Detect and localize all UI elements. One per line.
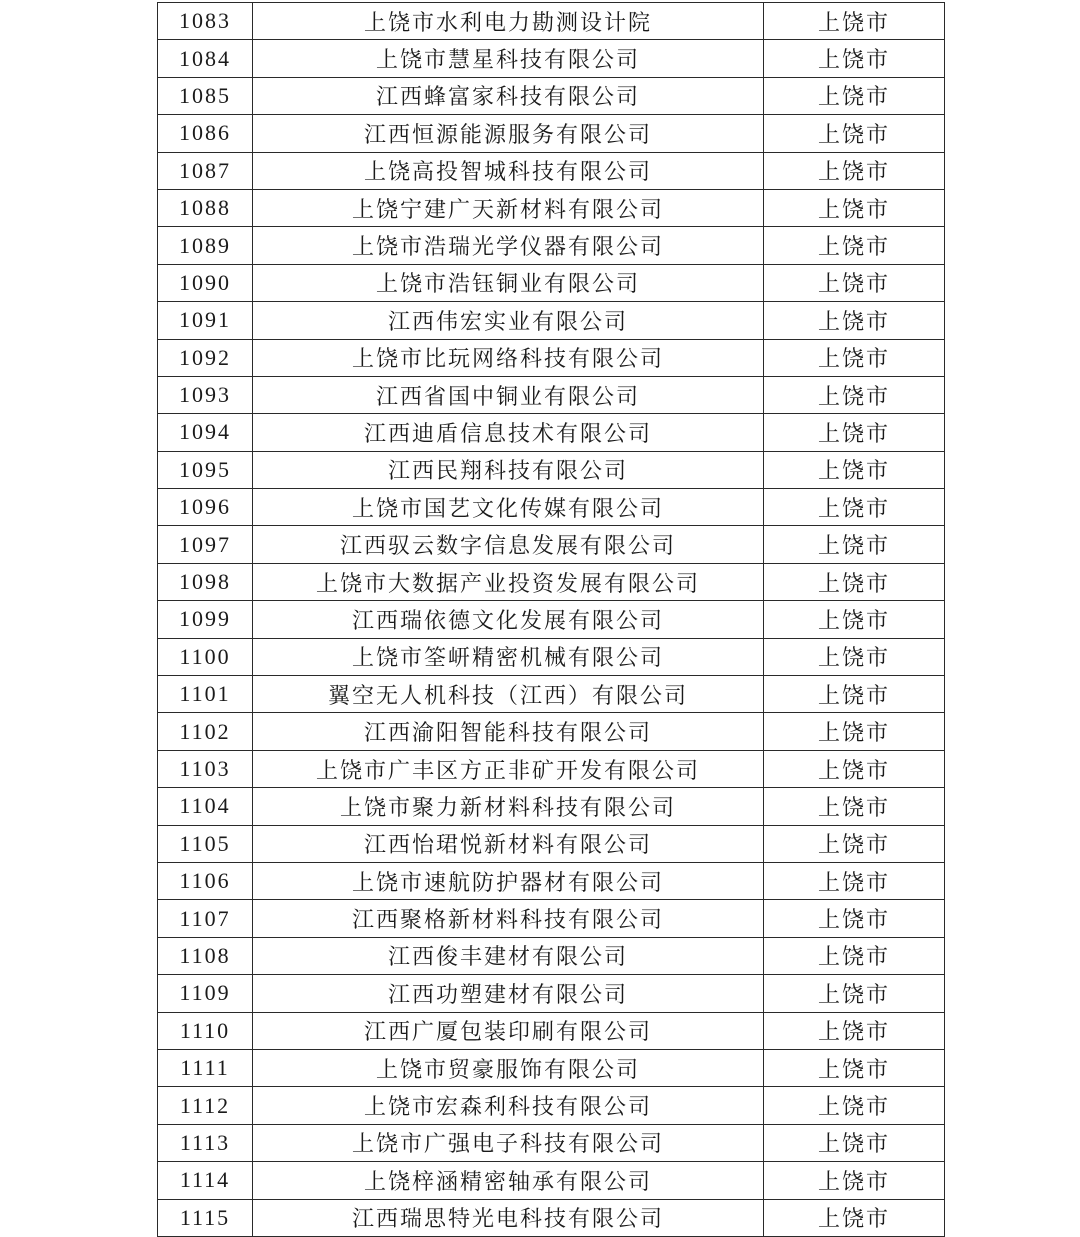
row-number-cell: 1094 xyxy=(158,414,253,451)
company-name-cell: 上饶市广强电子科技有限公司 xyxy=(253,1124,764,1161)
city-cell: 上饶市 xyxy=(764,862,945,899)
table-row xyxy=(158,713,945,750)
table-row xyxy=(158,526,945,563)
city-cell: 上饶市 xyxy=(764,189,945,226)
row-number-cell: 1091 xyxy=(158,302,253,339)
row-number-cell: 1113 xyxy=(158,1124,253,1161)
city-cell: 上饶市 xyxy=(764,40,945,77)
row-number-cell: 1115 xyxy=(158,1199,253,1236)
city-cell: 上饶市 xyxy=(764,489,945,526)
company-name-cell: 江西广厦包装印刷有限公司 xyxy=(253,1012,764,1049)
table-row xyxy=(158,638,945,675)
city-cell: 上饶市 xyxy=(764,1124,945,1161)
city-cell: 上饶市 xyxy=(764,115,945,152)
row-number-cell: 1092 xyxy=(158,339,253,376)
table-row xyxy=(158,1124,945,1161)
table-row xyxy=(158,825,945,862)
table-row xyxy=(158,676,945,713)
company-name-cell: 江西瑞依德文化发展有限公司 xyxy=(253,601,764,638)
company-name-cell: 江西蜂富家科技有限公司 xyxy=(253,77,764,114)
city-cell: 上饶市 xyxy=(764,1199,945,1236)
row-number-cell: 1101 xyxy=(158,676,253,713)
row-number-cell: 1083 xyxy=(158,3,253,40)
company-name-cell: 上饶市浩钰铜业有限公司 xyxy=(253,264,764,301)
table-row xyxy=(158,862,945,899)
company-name-cell: 上饶市大数据产业投资发展有限公司 xyxy=(253,563,764,600)
row-number-cell: 1105 xyxy=(158,825,253,862)
company-name-cell: 上饶高投智城科技有限公司 xyxy=(253,152,764,189)
row-number-cell: 1086 xyxy=(158,115,253,152)
city-cell: 上饶市 xyxy=(764,937,945,974)
table-row xyxy=(158,601,945,638)
row-number-cell: 1088 xyxy=(158,189,253,226)
city-cell: 上饶市 xyxy=(764,676,945,713)
table-row xyxy=(158,339,945,376)
table-row xyxy=(158,302,945,339)
row-number-cell: 1108 xyxy=(158,937,253,974)
company-name-cell: 上饶市速航防护器材有限公司 xyxy=(253,862,764,899)
row-number-cell: 1103 xyxy=(158,750,253,787)
city-cell: 上饶市 xyxy=(764,339,945,376)
row-number-cell: 1099 xyxy=(158,601,253,638)
table-row xyxy=(158,3,945,40)
row-number-cell: 1109 xyxy=(158,975,253,1012)
city-cell: 上饶市 xyxy=(764,77,945,114)
company-name-cell: 上饶市筌岍精密机械有限公司 xyxy=(253,638,764,675)
row-number-cell: 1096 xyxy=(158,489,253,526)
city-cell: 上饶市 xyxy=(764,1162,945,1199)
company-name-cell: 江西省国中铜业有限公司 xyxy=(253,376,764,413)
table-row xyxy=(158,189,945,226)
company-name-cell: 上饶市国艺文化传媒有限公司 xyxy=(253,489,764,526)
company-name-cell: 江西渝阳智能科技有限公司 xyxy=(253,713,764,750)
row-number-cell: 1087 xyxy=(158,152,253,189)
row-number-cell: 1084 xyxy=(158,40,253,77)
city-cell: 上饶市 xyxy=(764,825,945,862)
company-name-cell: 上饶市贸豪服饰有限公司 xyxy=(253,1049,764,1086)
company-name-cell: 上饶市水利电力勘测设计院 xyxy=(253,3,764,40)
table-row xyxy=(158,563,945,600)
row-number-cell: 1098 xyxy=(158,563,253,600)
city-cell: 上饶市 xyxy=(764,264,945,301)
row-number-cell: 1106 xyxy=(158,862,253,899)
row-number-cell: 1111 xyxy=(158,1049,253,1086)
city-cell: 上饶市 xyxy=(764,1049,945,1086)
company-name-cell: 江西聚格新材料科技有限公司 xyxy=(253,900,764,937)
row-number-cell: 1112 xyxy=(158,1087,253,1124)
city-cell: 上饶市 xyxy=(764,1087,945,1124)
table-row xyxy=(158,115,945,152)
row-number-cell: 1097 xyxy=(158,526,253,563)
company-name-cell: 江西伟宏实业有限公司 xyxy=(253,302,764,339)
table-row xyxy=(158,376,945,413)
table-row xyxy=(158,750,945,787)
company-name-cell: 上饶市比玩网络科技有限公司 xyxy=(253,339,764,376)
city-cell: 上饶市 xyxy=(764,638,945,675)
company-name-cell: 上饶市聚力新材料科技有限公司 xyxy=(253,788,764,825)
row-number-cell: 1085 xyxy=(158,77,253,114)
company-name-cell: 江西恒源能源服务有限公司 xyxy=(253,115,764,152)
table-row xyxy=(158,40,945,77)
row-number-cell: 1102 xyxy=(158,713,253,750)
company-name-cell: 上饶市浩瑞光学仪器有限公司 xyxy=(253,227,764,264)
company-name-cell: 江西怡珺悦新材料有限公司 xyxy=(253,825,764,862)
city-cell: 上饶市 xyxy=(764,750,945,787)
table-row xyxy=(158,451,945,488)
document-sheet xyxy=(157,2,943,1237)
table-row xyxy=(158,937,945,974)
city-cell: 上饶市 xyxy=(764,152,945,189)
table-row xyxy=(158,1012,945,1049)
city-cell: 上饶市 xyxy=(764,713,945,750)
company-name-cell: 上饶市慧星科技有限公司 xyxy=(253,40,764,77)
city-cell: 上饶市 xyxy=(764,302,945,339)
table-row xyxy=(158,152,945,189)
city-cell: 上饶市 xyxy=(764,227,945,264)
table-row xyxy=(158,1199,945,1236)
table-row xyxy=(158,975,945,1012)
city-cell: 上饶市 xyxy=(764,376,945,413)
table-row xyxy=(158,489,945,526)
city-cell: 上饶市 xyxy=(764,3,945,40)
row-number-cell: 1090 xyxy=(158,264,253,301)
company-name-cell: 上饶梓涵精密轴承有限公司 xyxy=(253,1162,764,1199)
company-name-cell: 江西瑞思特光电科技有限公司 xyxy=(253,1199,764,1236)
company-name-cell: 上饶宁建广天新材料有限公司 xyxy=(253,189,764,226)
city-cell: 上饶市 xyxy=(764,451,945,488)
company-name-cell: 江西功塑建材有限公司 xyxy=(253,975,764,1012)
table-row xyxy=(158,1162,945,1199)
table-row xyxy=(158,227,945,264)
company-name-cell: 江西驭云数字信息发展有限公司 xyxy=(253,526,764,563)
company-name-cell: 江西迪盾信息技术有限公司 xyxy=(253,414,764,451)
row-number-cell: 1095 xyxy=(158,451,253,488)
table-row xyxy=(158,1087,945,1124)
city-cell: 上饶市 xyxy=(764,788,945,825)
table-row xyxy=(158,1049,945,1086)
city-cell: 上饶市 xyxy=(764,975,945,1012)
row-number-cell: 1104 xyxy=(158,788,253,825)
table-row xyxy=(158,788,945,825)
row-number-cell: 1114 xyxy=(158,1162,253,1199)
company-name-cell: 江西民翔科技有限公司 xyxy=(253,451,764,488)
table-row xyxy=(158,414,945,451)
table-row xyxy=(158,264,945,301)
table-body xyxy=(158,3,945,1237)
city-cell: 上饶市 xyxy=(764,900,945,937)
city-cell: 上饶市 xyxy=(764,526,945,563)
table-row xyxy=(158,77,945,114)
city-cell: 上饶市 xyxy=(764,414,945,451)
company-name-cell: 上饶市宏森利科技有限公司 xyxy=(253,1087,764,1124)
company-table xyxy=(157,2,945,1237)
row-number-cell: 1110 xyxy=(158,1012,253,1049)
company-name-cell: 翼空无人机科技（江西）有限公司 xyxy=(253,676,764,713)
company-name-cell: 上饶市广丰区方正非矿开发有限公司 xyxy=(253,750,764,787)
city-cell: 上饶市 xyxy=(764,601,945,638)
city-cell: 上饶市 xyxy=(764,563,945,600)
city-cell: 上饶市 xyxy=(764,1012,945,1049)
row-number-cell: 1093 xyxy=(158,376,253,413)
row-number-cell: 1100 xyxy=(158,638,253,675)
row-number-cell: 1107 xyxy=(158,900,253,937)
table-row xyxy=(158,900,945,937)
company-name-cell: 江西俊丰建材有限公司 xyxy=(253,937,764,974)
row-number-cell: 1089 xyxy=(158,227,253,264)
